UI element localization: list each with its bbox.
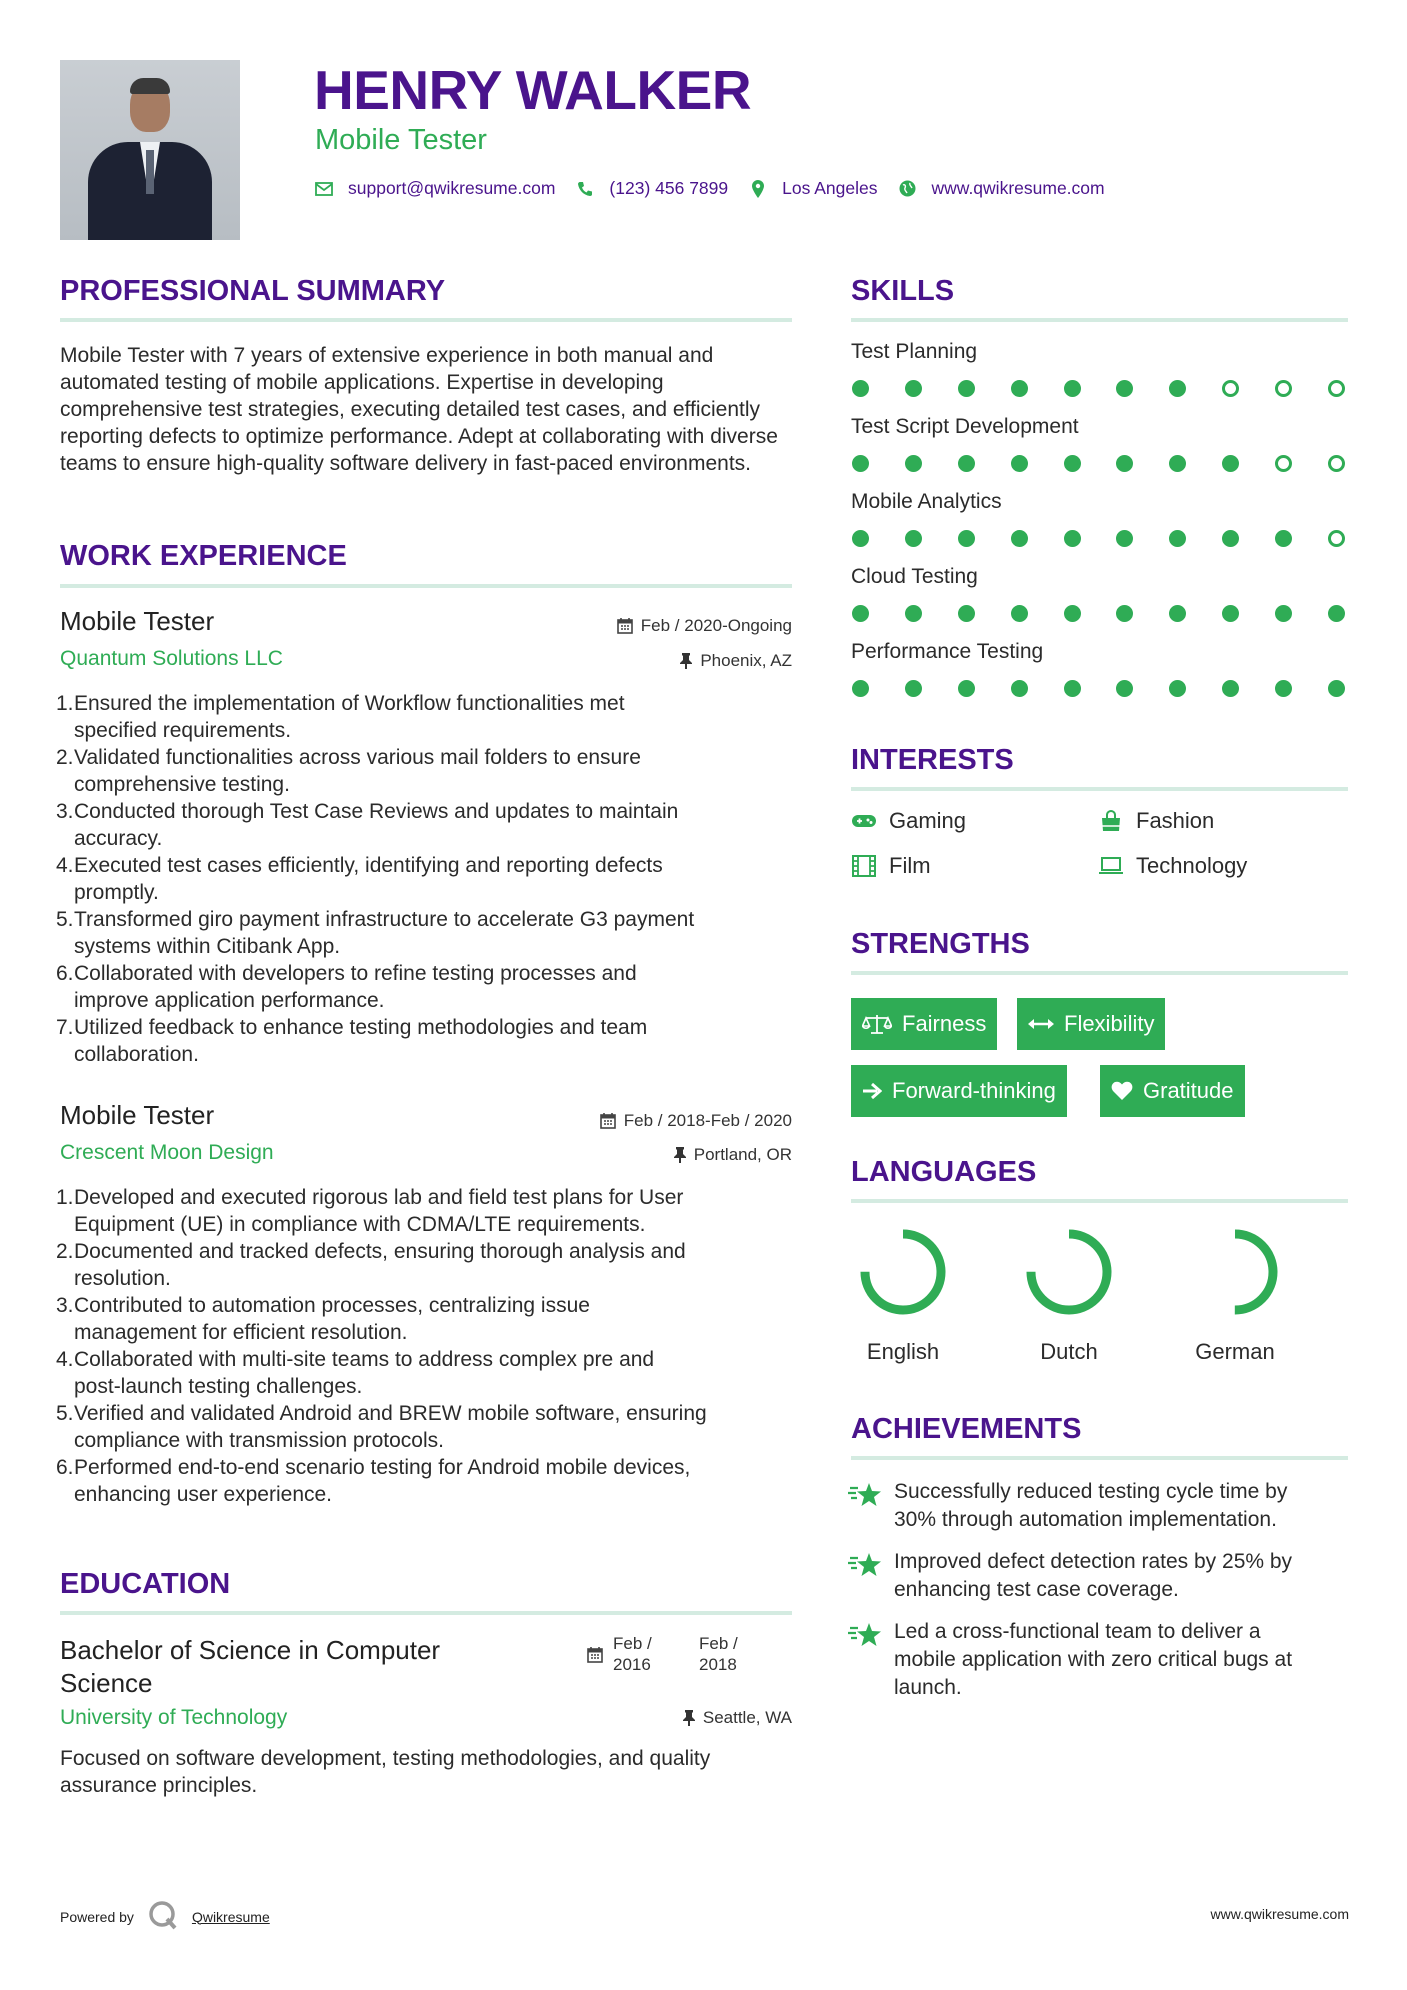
achievements-heading: ACHIEVEMENTS: [851, 1413, 1082, 1445]
language-level-arc: [865, 1234, 941, 1310]
skill-label: Cloud Testing: [851, 565, 978, 588]
rating-dot-filled: [905, 380, 922, 397]
rating-dot-filled: [958, 680, 975, 697]
skill-rating: [852, 380, 1345, 397]
rating-dot-filled: [1116, 380, 1133, 397]
summary-text: Mobile Tester with 7 years of extensive experience in both manual and automated testing of mobile applications. Expertise in developing comprehensive test strategies, executing detailed test cases, and efficiently reporting defects to optimize performance. Adept at collaborating with diverse teams to ensure high-quality software delivery in fast-paced environments.: [60, 344, 778, 475]
rating-dot-empty: [1328, 455, 1345, 472]
duty-item: 5. Verified and validated Android and BREW mobile software, ensuring compliance with transmission protocols.: [56, 1402, 707, 1452]
rating-dot-filled: [1064, 605, 1081, 622]
rating-dot-filled: [1169, 605, 1186, 622]
duty-item: 5. Transformed giro payment infrastructure to accelerate G3 payment systems within Citibank App.: [56, 908, 695, 958]
job-location: Portland, OR: [500, 1145, 792, 1165]
rating-dot-filled: [1222, 455, 1239, 472]
rating-dot-filled: [958, 380, 975, 397]
duty-item: 4. Executed test cases efficiently, identifying and reporting defects promptly.: [56, 854, 663, 904]
heart-icon: [1111, 1081, 1133, 1101]
education-location: Seattle, WA: [500, 1708, 792, 1728]
duty-item: 6. Performed end-to-end scenario testing for Android mobile devices, enhancing user experience.: [56, 1456, 691, 1506]
skill-rating: [852, 680, 1345, 697]
rating-dot-filled: [1222, 530, 1239, 547]
language-ring: [833, 1224, 973, 1325]
interests-heading: INTERESTS: [851, 744, 1014, 776]
summary-heading: PROFESSIONAL SUMMARY: [60, 275, 446, 307]
rating-dot-filled: [852, 455, 869, 472]
duty-item: 1. Ensured the implementation of Workflow functionalities met specified requirements.: [56, 692, 625, 742]
skills-divider: [851, 318, 1348, 322]
rating-dot-filled: [852, 380, 869, 397]
rating-dot-empty: [1275, 380, 1292, 397]
rating-dot-filled: [1169, 455, 1186, 472]
language-ring: [999, 1224, 1139, 1325]
rating-dot-filled: [1328, 605, 1345, 622]
rating-dot-filled: [905, 455, 922, 472]
contact-location: [748, 178, 877, 199]
duty-item: 3. Conducted thorough Test Case Reviews and updates to maintain accuracy.: [56, 800, 679, 850]
phone-text: (123) 456 7899: [609, 178, 729, 198]
language-ring: [1165, 1224, 1305, 1325]
location-text: Los Angeles: [782, 178, 878, 198]
balance-scale-icon: [862, 1013, 892, 1035]
school-name: University of Technology: [60, 1706, 288, 1729]
achievements-divider: [851, 1456, 1348, 1460]
achievement-item: Successfully reduced testing cycle time by 30% through automation implementation.: [848, 1478, 1348, 1534]
languages-divider: [851, 1199, 1348, 1203]
skill-rating: [852, 605, 1345, 622]
shooting-star-icon: [848, 1548, 882, 1604]
job-duties-list: [56, 1184, 796, 1508]
rating-dot-filled: [1275, 680, 1292, 697]
rating-dot-filled: [1169, 680, 1186, 697]
gamepad-icon: [851, 810, 877, 832]
strengths-heading: STRENGTHS: [851, 928, 1030, 960]
experience-divider: [60, 584, 792, 588]
duty-item: 2. Documented and tracked defects, ensuring thorough analysis and resolution.: [56, 1240, 686, 1290]
rating-dot-filled: [852, 530, 869, 547]
profile-photo: [60, 60, 240, 240]
shooting-star-icon: [848, 1478, 882, 1534]
rating-dot-filled: [905, 680, 922, 697]
language-label: Dutch: [1040, 1339, 1098, 1364]
skill-label: Mobile Analytics: [851, 490, 1002, 513]
contact-phone[interactable]: [575, 178, 728, 199]
education-end-date: Feb / 2018: [699, 1634, 738, 1674]
shooting-star-icon: [848, 1618, 882, 1702]
pushpin-icon: [683, 1710, 695, 1726]
globe-icon: [898, 179, 918, 199]
job-dates: Feb / 2020-Ongoing: [500, 616, 792, 636]
contact-bar: [314, 178, 1125, 199]
candidate-name: HENRY WALKER: [314, 59, 752, 121]
strength-forward-thinking: Forward-thinking: [851, 1065, 1067, 1117]
job-duties-list: [56, 690, 796, 1068]
rating-dot-empty: [1222, 380, 1239, 397]
education-divider: [60, 1611, 792, 1615]
calendar-icon: [600, 1113, 616, 1129]
rating-dot-filled: [958, 605, 975, 622]
shopping-bag-icon: [1098, 810, 1124, 832]
rating-dot-filled: [958, 455, 975, 472]
film-icon: [851, 855, 877, 877]
achievement-item: Led a cross-functional team to deliver a mobile application with zero critical bugs at launch.: [848, 1618, 1348, 1702]
rating-dot-filled: [1275, 530, 1292, 547]
education-description: Focused on software development, testing methodologies, and quality assurance principles.: [60, 1747, 711, 1797]
rating-dot-filled: [1116, 530, 1133, 547]
skill-rating: [852, 530, 1345, 547]
powered-by-text: Powered by: [60, 1908, 134, 1925]
rating-dot-filled: [1169, 530, 1186, 547]
website-text: www.qwikresume.com: [931, 178, 1105, 198]
education-heading: EDUCATION: [60, 1568, 231, 1600]
duty-item: 1. Developed and executed rigorous lab and field test plans for User Equipment (UE) in compliance with CDMA/LTE requirements.: [56, 1186, 684, 1236]
interest-film: Film: [851, 853, 931, 879]
interest-technology: Technology: [1098, 853, 1247, 879]
strengths-divider: [851, 971, 1348, 975]
language-label: German: [1195, 1339, 1275, 1364]
rating-dot-filled: [1011, 680, 1028, 697]
rating-dot-filled: [852, 680, 869, 697]
rating-dot-empty: [1275, 455, 1292, 472]
strength-gratitude: Gratitude: [1100, 1065, 1245, 1117]
envelope-icon: [314, 179, 334, 199]
strength-fairness: Fairness: [851, 998, 997, 1050]
rating-dot-filled: [1064, 380, 1081, 397]
company-name: Crescent Moon Design: [60, 1141, 274, 1164]
pushpin-icon: [674, 1147, 686, 1163]
duty-item: 3. Contributed to automation processes, centralizing issue management for efficient resolution.: [56, 1294, 590, 1344]
skill-label: Performance Testing: [851, 640, 1044, 663]
rating-dot-filled: [958, 530, 975, 547]
contact-website[interactable]: [898, 178, 1105, 199]
email-text: support@qwikresume.com: [348, 178, 556, 198]
candidate-title: Mobile Tester: [315, 124, 487, 156]
duty-item: 4. Collaborated with multi-site teams to address complex pre and post-launch testing challenges.: [56, 1348, 655, 1398]
rating-dot-filled: [852, 605, 869, 622]
rating-dot-filled: [1064, 455, 1081, 472]
rating-dot-filled: [905, 530, 922, 547]
rating-dot-filled: [1169, 380, 1186, 397]
rating-dot-filled: [1011, 380, 1028, 397]
skill-label: Test Planning: [851, 340, 978, 363]
education-start-date: Feb / 2016: [613, 1634, 652, 1674]
interest-gaming: Gaming: [851, 808, 966, 834]
rating-dot-filled: [1011, 605, 1028, 622]
rating-dot-filled: [1328, 680, 1345, 697]
company-name: Quantum Solutions LLC: [60, 647, 283, 670]
interest-fashion: Fashion: [1098, 808, 1214, 834]
rating-dot-filled: [1116, 680, 1133, 697]
job-title: Mobile Tester: [60, 1100, 215, 1130]
rating-dot-filled: [1116, 605, 1133, 622]
rating-dot-filled: [1222, 680, 1239, 697]
experience-heading: WORK EXPERIENCE: [60, 540, 347, 572]
skill-rating: [852, 455, 1345, 472]
footer-branding: [60, 1900, 270, 1933]
strength-flexibility: Flexibility: [1017, 998, 1165, 1050]
summary-divider: [60, 318, 792, 322]
degree-title: Bachelor of Science in Computer Science: [60, 1635, 441, 1698]
rating-dot-filled: [1116, 455, 1133, 472]
rating-dot-filled: [1275, 605, 1292, 622]
language-label: English: [866, 1339, 940, 1364]
skills-heading: SKILLS: [851, 275, 955, 307]
job-title: Mobile Tester: [60, 606, 215, 636]
languages-heading: LANGUAGES: [851, 1156, 1037, 1188]
laptop-icon: [1098, 855, 1124, 877]
interests-divider: [851, 787, 1348, 791]
duty-item: 7. Utilized feedback to enhance testing methodologies and team collaboration.: [56, 1016, 648, 1066]
qwikresume-logo-icon: [148, 1900, 178, 1933]
arrows-horizontal-icon: [1028, 1017, 1054, 1031]
rating-dot-filled: [1222, 605, 1239, 622]
language-level-arc: [1031, 1234, 1107, 1310]
duty-item: 2. Validated functionalities across various mail folders to ensure comprehensive testing.: [56, 746, 641, 796]
calendar-icon: [587, 1647, 603, 1668]
skill-label: Test Script Development: [851, 415, 1079, 438]
rating-dot-filled: [905, 605, 922, 622]
map-pin-icon: [748, 179, 768, 199]
calendar-icon: [617, 618, 633, 634]
rating-dot-filled: [1011, 530, 1028, 547]
rating-dot-filled: [1064, 680, 1081, 697]
contact-email[interactable]: [314, 178, 555, 199]
job-dates: Feb / 2018-Feb / 2020: [500, 1111, 792, 1131]
rating-dot-filled: [1064, 530, 1081, 547]
rating-dot-empty: [1328, 380, 1345, 397]
duty-item: 6. Collaborated with developers to refine testing processes and improve application performance.: [56, 962, 637, 1012]
language-level-arc: [1197, 1234, 1273, 1310]
footer-website[interactable]: www.qwikresume.com: [1210, 1906, 1349, 1922]
pushpin-icon: [680, 653, 692, 669]
achievement-item: Improved defect detection rates by 25% by enhancing test case coverage.: [848, 1548, 1348, 1604]
arrow-right-icon: [862, 1082, 882, 1100]
rating-dot-filled: [1011, 455, 1028, 472]
job-location: Phoenix, AZ: [500, 651, 792, 671]
rating-dot-empty: [1328, 530, 1345, 547]
phone-icon: [575, 179, 595, 199]
qwikresume-link[interactable]: Qwikresume: [191, 1908, 270, 1925]
